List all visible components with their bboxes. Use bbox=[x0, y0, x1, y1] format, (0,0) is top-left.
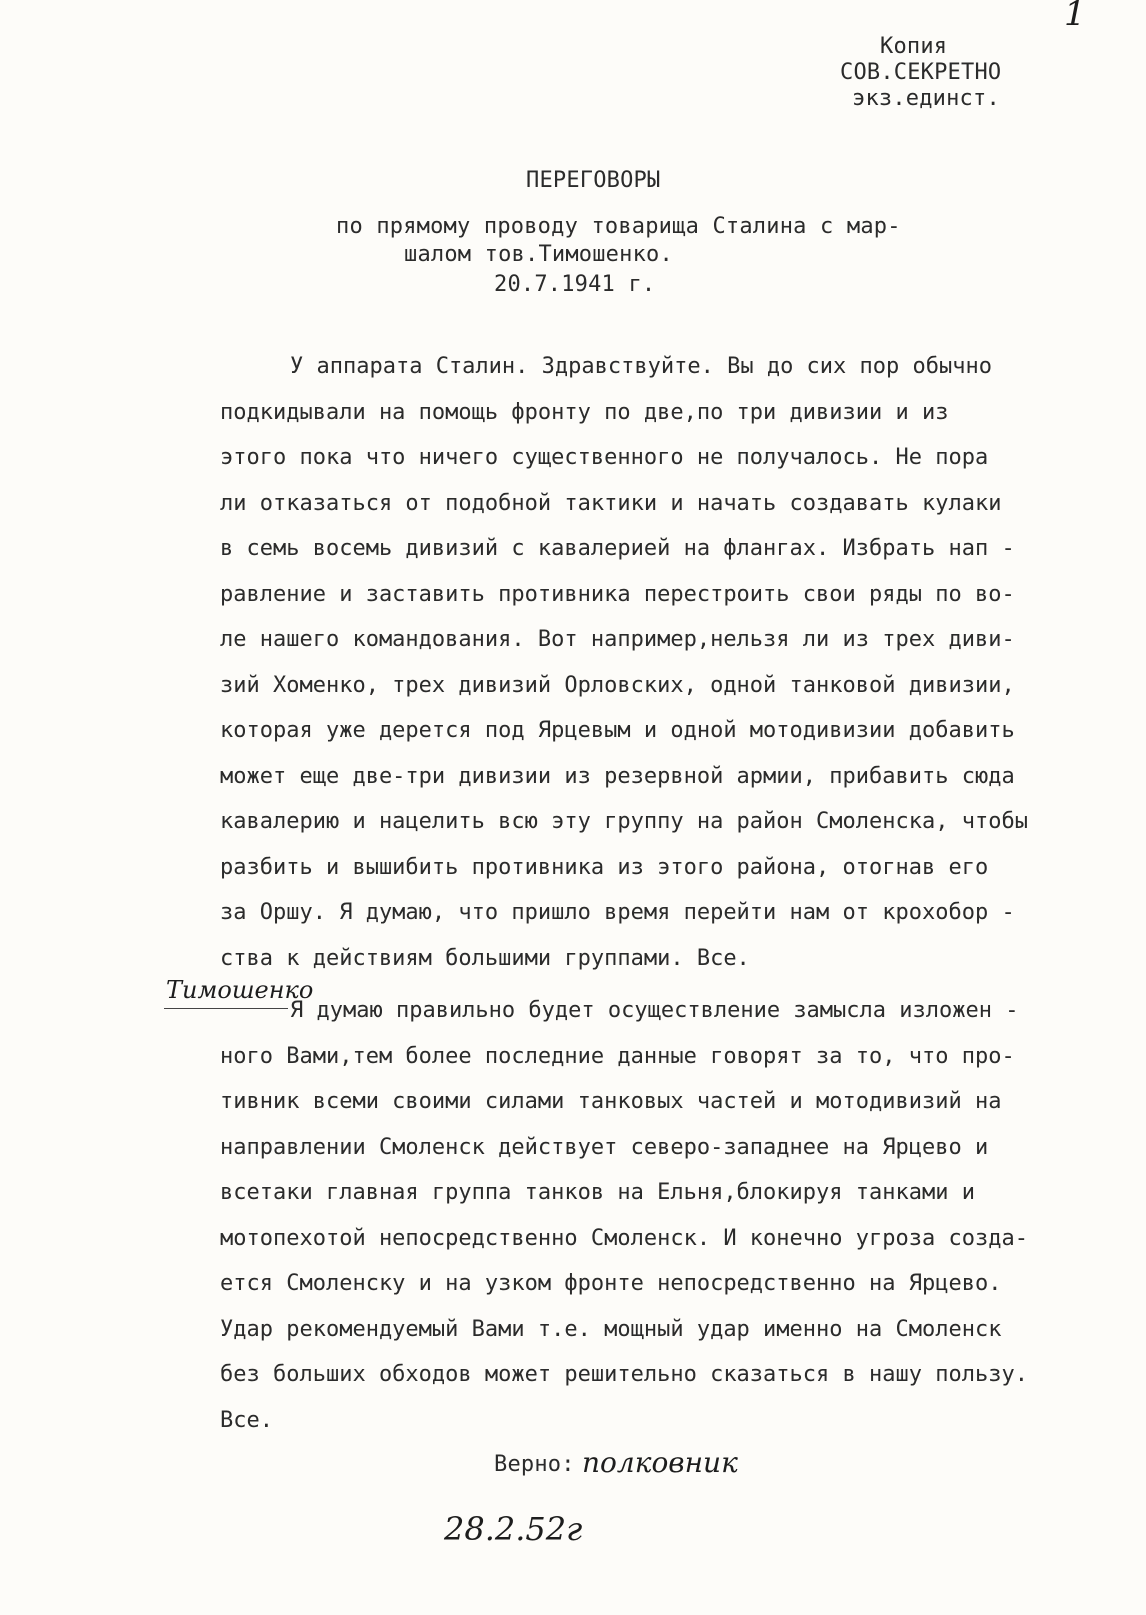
certification-date: 28.2.52г bbox=[444, 1510, 583, 1548]
text-line: ства к действиям большими группами. Все. bbox=[220, 945, 750, 971]
text-line: У аппарата Сталин. Здравствуйте. Вы до сих пор обычно bbox=[290, 354, 992, 379]
text-line: разбить и вышибить противника из этого района, отогнав его bbox=[220, 854, 989, 880]
document-title: ПЕРЕГОВОРЫ bbox=[526, 168, 661, 193]
text-line: Все. bbox=[220, 1407, 273, 1433]
text-line: ного Вами,тем более последние данные говорят за то, что про- bbox=[220, 1043, 1015, 1069]
text-line: ется Смоленску и на узком фронте непосредственно на Ярцево. bbox=[220, 1271, 1002, 1296]
certified-label: Верно: bbox=[494, 1452, 575, 1477]
page-number: 1 bbox=[1064, 0, 1086, 34]
text-line: всетаки главная группа танков на Ельня,блокируя танками и bbox=[220, 1180, 975, 1205]
text-line: зий Хоменко, трех дивизий Орловских, одной танковой дивизии, bbox=[220, 672, 1015, 698]
rank-handwritten: полковник bbox=[582, 1446, 738, 1479]
text-line: направлении Смоленск действует северо-западнее на Ярцево и bbox=[220, 1134, 989, 1160]
text-line: в семь восемь дивизий с кавалерией на флангах. Избрать нап - bbox=[220, 536, 1015, 561]
classification-copy: Копия bbox=[880, 34, 948, 59]
subtitle-line-1: по прямому проводу товарища Сталина с мар- bbox=[336, 214, 901, 239]
subtitle-line-2: шалом тов.Тимошенко. bbox=[404, 242, 673, 267]
text-line: которая уже дерется под Ярцевым и одной мотодивизии добавить bbox=[220, 718, 1015, 743]
text-line: мотопехотой непосредственно Смоленск. И конечно угроза созда- bbox=[220, 1225, 1028, 1251]
classification-secret: СОВ.СЕКРЕТНО bbox=[840, 60, 1002, 85]
text-line: равление и заставить противника перестроить свои ряды по во- bbox=[220, 581, 1015, 607]
classification-single-copy: экз.единст. bbox=[852, 86, 1000, 111]
text-line: за Оршу. Я думаю, что пришло время перейти нам от крохобор - bbox=[220, 900, 1015, 925]
text-line: может еще две-три дивизии из резервной армии, прибавить сюда bbox=[220, 763, 1015, 789]
text-line: этого пока что ничего существенного не получалось. Не пора bbox=[220, 445, 989, 470]
text-line: Удар рекомендуемый Вами т.е. мощный удар именно на Смоленск bbox=[220, 1316, 1002, 1342]
text-line: подкидывали на помощь фронту по две,по три дивизии и из bbox=[220, 399, 949, 425]
text-line: ли отказаться от подобной тактики и начать создавать кулаки bbox=[220, 490, 1002, 516]
margin-note-underline bbox=[164, 1008, 288, 1009]
text-line: Я думаю правильно будет осуществление замысла изложен - bbox=[290, 998, 1019, 1023]
text-line: ле нашего командования. Вот например,нельзя ли из трех диви- bbox=[220, 627, 1015, 652]
document-date: 20.7.1941 г. bbox=[494, 272, 656, 297]
margin-note-timoshenko: Тимошенко bbox=[166, 976, 314, 1004]
text-line: кавалерию и нацелить всю эту группу на район Смоленска, чтобы bbox=[220, 809, 1028, 834]
text-line: тивник всеми своими силами танковых частей и мотодивизий на bbox=[220, 1089, 1002, 1114]
text-line: без больших обходов может решительно сказаться в нашу пользу. bbox=[220, 1362, 1028, 1387]
